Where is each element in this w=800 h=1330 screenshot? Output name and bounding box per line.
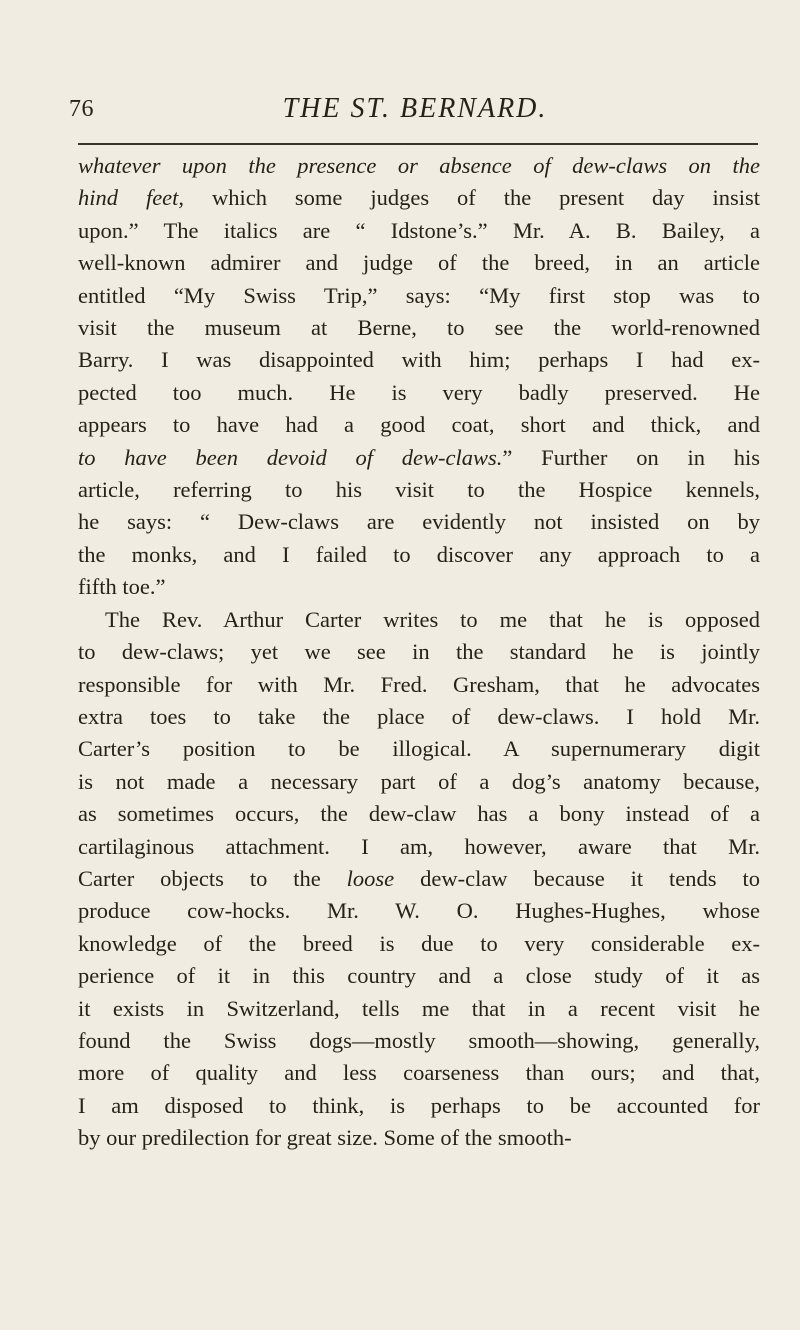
text-line <box>78 377 760 409</box>
text-run: cartilaginous attachment. I am, however, aware that Mr. <box>78 833 760 859</box>
text-run: perience of it in this country and a close study of it as <box>78 963 760 989</box>
text-line <box>78 928 760 960</box>
text-line <box>78 993 760 1025</box>
text-run: entitled “My Swiss Trip,” says: “My first stop was to <box>78 282 760 308</box>
text-run: well-known admirer and judge of the breed, in an article <box>78 250 760 276</box>
text-line <box>78 215 760 247</box>
text-line <box>78 604 760 636</box>
text-line <box>78 182 760 214</box>
text-run: as sometimes occurs, the dew-claw has a bony instead of a <box>78 801 760 827</box>
text-run: visit the museum at Berne, to see the world-renowned <box>78 315 760 341</box>
italic-text: to have been devoid of dew-claws. <box>78 444 503 470</box>
text-run: more of quality and less coarseness than ours; and that, <box>78 1060 760 1086</box>
text-line <box>78 474 760 506</box>
text-run: pected too much. He is very badly preserved. He <box>78 379 760 405</box>
text-run: knowledge of the breed is due to very considerable ex- <box>78 930 760 956</box>
text-run: I am disposed to think, is perhaps to be accounted for <box>78 1092 760 1118</box>
text-line <box>78 1057 760 1089</box>
text-run: fifth toe.” <box>78 574 166 600</box>
text-line <box>78 701 760 733</box>
text-line <box>78 1122 760 1154</box>
text-run: Carter objects to the <box>78 865 347 891</box>
text-line <box>78 895 760 927</box>
italic-text: whatever upon the presence or absence of dew-claws on the <box>78 153 760 178</box>
text-run: Carter’s position to be illogical. A supernumerary digit <box>78 736 760 762</box>
text-line <box>78 150 760 182</box>
text-run: The Rev. Arthur Carter writes to me that he is opposed <box>105 606 760 632</box>
text-run: it exists in Switzerland, tells me that in a recent visit he <box>78 995 760 1021</box>
running-head: THE ST. BERNARD. <box>282 93 548 124</box>
text-run: upon.” The italics are “ Idstone’s.” Mr. A. B. Bailey, a <box>78 217 760 243</box>
text-line <box>78 312 760 344</box>
text-line <box>78 733 760 765</box>
text-run: by our predilection for great size. Some of the smooth- <box>78 1125 572 1151</box>
text-run: produce cow-hocks. Mr. W. O. Hughes-Hughes, whose <box>78 898 760 924</box>
text-line <box>78 863 760 895</box>
text-line <box>78 831 760 863</box>
text-run: ” Further on in his <box>502 444 761 470</box>
text-line <box>78 571 760 603</box>
text-line <box>78 506 760 538</box>
text-line <box>78 636 760 668</box>
text-run: to dew-claws; yet we see in the standard he is jointly <box>78 639 760 665</box>
paragraph <box>78 604 760 1155</box>
text-run: found the Swiss dogs—mostly smooth—showing, generally, <box>78 1027 760 1053</box>
text-line <box>78 280 760 312</box>
text-run: which some judges of the present day insist <box>211 185 760 211</box>
text-line <box>78 798 760 830</box>
text-run: dew-claw because it tends to <box>394 865 760 891</box>
text-line <box>78 960 760 992</box>
text-run: he says: “ Dew-claws are evidently not insisted on by <box>78 509 760 535</box>
text-run: extra toes to take the place of dew-claws. I hold Mr. <box>78 703 760 729</box>
text-run: Barry. I was disappointed with him; perhaps I had ex- <box>78 347 760 373</box>
text-line <box>78 669 760 701</box>
text-line <box>78 766 760 798</box>
text-line <box>78 1025 760 1057</box>
header-rule <box>78 143 758 145</box>
italic-text: hind feet, <box>78 185 212 211</box>
text-run: article, referring to his visit to the Hospice kennels, <box>78 477 760 503</box>
text-line <box>78 442 760 474</box>
page-number: 76 <box>69 96 94 122</box>
text-line <box>78 247 760 279</box>
paragraph <box>78 150 760 604</box>
text-line <box>78 1090 760 1122</box>
text-line <box>78 344 760 376</box>
body-text <box>78 150 760 1155</box>
text-run: responsible for with Mr. Fred. Gresham, that he advocates <box>78 671 760 697</box>
text-run: the monks, and I failed to discover any approach to a <box>78 541 760 567</box>
text-line <box>78 409 760 441</box>
text-run: appears to have had a good coat, short and thick, and <box>78 412 760 438</box>
text-run: is not made a necessary part of a dog’s anatomy because, <box>78 768 760 794</box>
text-line <box>78 539 760 571</box>
italic-text: loose <box>346 865 395 891</box>
